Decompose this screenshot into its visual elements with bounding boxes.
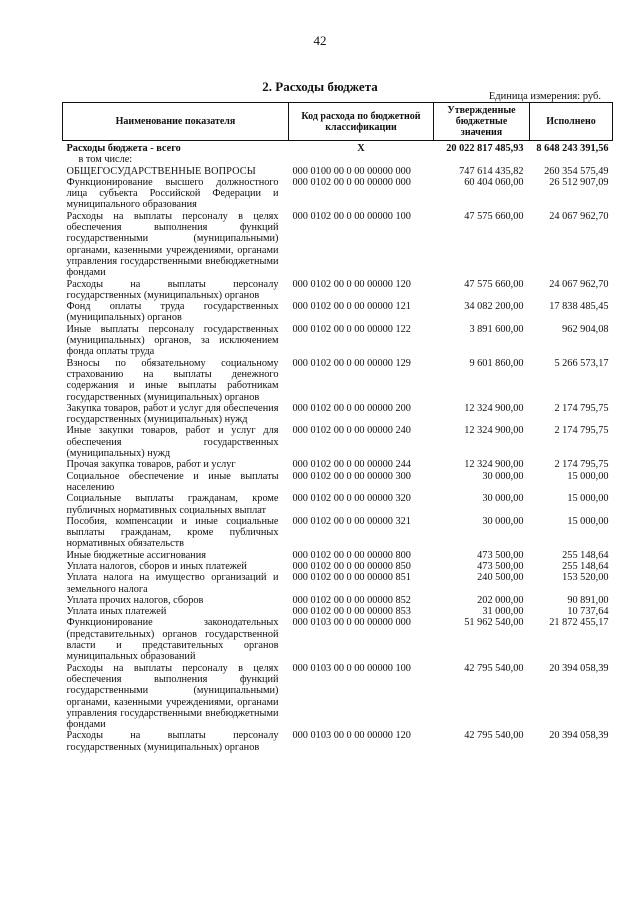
total-row bbox=[63, 141, 613, 155]
row-name: Уплата налога на имущество организаций и земельного налога bbox=[66, 572, 279, 595]
row-code: 000 0102 00 0 00 00000 240 bbox=[292, 425, 411, 437]
row-name: ОБЩЕГОСУДАРСТВЕННЫЕ ВОПРОСЫ bbox=[66, 165, 256, 177]
row-executed: 24 067 962,70 bbox=[549, 210, 609, 222]
row-name: Взносы по обязательному социальному страхованию на выплаты денежного содержания и иные выплаты работникам государственных (муниципальных) органов bbox=[66, 357, 279, 403]
row-approved: 47 575 660,00 bbox=[464, 210, 524, 222]
table-row bbox=[63, 324, 613, 358]
row-name: Уплата налогов, сборов и иных платежей bbox=[66, 560, 247, 572]
row-code: 000 0102 00 0 00 00000 850 bbox=[292, 560, 411, 572]
row-approved: 12 324 900,00 bbox=[464, 459, 524, 471]
row-approved: 60 404 060,00 bbox=[464, 176, 524, 188]
table-row bbox=[63, 301, 613, 324]
table-row bbox=[63, 595, 613, 606]
row-approved: 3 891 600,00 bbox=[469, 323, 524, 335]
row-approved: 240 500,00 bbox=[477, 572, 524, 584]
row-executed: 10 737,64 bbox=[567, 606, 609, 618]
row-code: 000 0102 00 0 00 00000 800 bbox=[292, 549, 411, 561]
header-approved: Утвержденные бюджетные значения bbox=[434, 103, 530, 141]
row-name: Социальное обеспечение и иные выплаты населению bbox=[66, 470, 279, 493]
table-row bbox=[63, 471, 613, 494]
row-approved: 12 324 900,00 bbox=[464, 425, 524, 437]
row-executed: 2 174 795,75 bbox=[554, 459, 609, 471]
row-name: Уплата прочих налогов, сборов bbox=[66, 594, 204, 606]
row-name: Социальные выплаты гражданам, кроме публичных нормативных социальных выплат bbox=[66, 493, 279, 516]
header-name: Наименование показателя bbox=[63, 103, 289, 141]
row-code: 000 0102 00 0 00 00000 129 bbox=[292, 357, 411, 369]
row-code: 000 0100 00 0 00 00000 000 bbox=[292, 165, 411, 177]
table-row bbox=[63, 663, 613, 731]
row-executed: 962 904,08 bbox=[562, 323, 609, 335]
table-row bbox=[63, 211, 613, 279]
table-row bbox=[63, 606, 613, 617]
table-row bbox=[63, 358, 613, 403]
row-approved: 202 000,00 bbox=[477, 594, 524, 606]
row-code: 000 0102 00 0 00 00000 000 bbox=[292, 176, 411, 188]
row-code: 000 0102 00 0 00 00000 100 bbox=[292, 210, 411, 222]
row-name: Иные бюджетные ассигнования bbox=[66, 549, 206, 561]
row-executed: 255 148,64 bbox=[562, 549, 609, 561]
row-approved: 12 324 900,00 bbox=[464, 402, 524, 414]
total-name: Расходы бюджета - всего bbox=[66, 143, 181, 154]
row-code: 000 0102 00 0 00 00000 244 bbox=[292, 459, 411, 471]
row-code: 000 0103 00 0 00 00000 100 bbox=[292, 662, 411, 674]
row-code: 000 0102 00 0 00 00000 200 bbox=[292, 402, 411, 414]
row-name: Функционирование законодательных (представительных) органов государственной власти и представительных органов муниципальных образований bbox=[66, 617, 279, 663]
row-code: 000 0102 00 0 00 00000 321 bbox=[292, 515, 411, 527]
including-row bbox=[63, 154, 613, 165]
row-executed: 15 000,00 bbox=[567, 515, 609, 527]
row-name: Расходы на выплаты персоналу в целях обеспечения выполнения функций государственными (муниципальными) органами, казенными учреждениями, органами управления государственными внебюджетными фондами bbox=[66, 210, 279, 279]
row-executed: 255 148,64 bbox=[562, 560, 609, 572]
expenses-table bbox=[62, 102, 613, 753]
total-approved: 20 022 817 485,93 bbox=[446, 143, 524, 154]
row-name: Иные закупки товаров, работ и услуг для обеспечения государственных (муниципальных) нужд bbox=[66, 425, 279, 460]
row-code: 000 0102 00 0 00 00000 851 bbox=[292, 572, 411, 584]
row-executed: 90 891,00 bbox=[567, 594, 609, 606]
row-executed: 2 174 795,75 bbox=[554, 402, 609, 414]
row-name: Пособия, компенсации и иные социальные выплаты гражданам, кроме публичных нормативных обязательств bbox=[66, 515, 279, 550]
row-approved: 42 795 540,00 bbox=[464, 662, 524, 674]
row-executed: 5 266 573,17 bbox=[554, 357, 609, 369]
row-approved: 47 575 660,00 bbox=[464, 278, 524, 290]
row-approved: 30 000,00 bbox=[482, 470, 524, 482]
row-code: 000 0102 00 0 00 00000 120 bbox=[292, 278, 411, 290]
row-executed: 153 520,00 bbox=[562, 572, 609, 584]
table-row bbox=[63, 730, 613, 753]
table-row bbox=[63, 561, 613, 572]
row-code: 000 0102 00 0 00 00000 320 bbox=[292, 493, 411, 505]
row-executed: 15 000,00 bbox=[567, 470, 609, 482]
table-row bbox=[63, 425, 613, 459]
row-name: Закупка товаров, работ и услуг для обеспечения государственных (муниципальных) нужд bbox=[66, 402, 279, 426]
page-number: 42 bbox=[313, 33, 327, 48]
header-code: Код расхода по бюджетной классификации bbox=[289, 103, 434, 141]
row-approved: 51 962 540,00 bbox=[464, 617, 524, 629]
row-executed: 20 394 058,39 bbox=[549, 662, 609, 674]
row-code: 000 0103 00 0 00 00000 000 bbox=[292, 617, 411, 629]
row-approved: 9 601 860,00 bbox=[469, 357, 524, 369]
row-name: Расходы на выплаты персоналу государственных (муниципальных) органов bbox=[66, 278, 279, 301]
units-label: Единица измерения: руб. bbox=[488, 91, 601, 102]
including-label: в том числе: bbox=[78, 154, 133, 166]
row-executed: 15 000,00 bbox=[567, 493, 609, 505]
row-executed: 17 838 485,45 bbox=[549, 301, 609, 313]
table-row bbox=[63, 403, 613, 426]
total-code: Х bbox=[357, 143, 365, 154]
row-code: 000 0103 00 0 00 00000 120 bbox=[292, 730, 411, 742]
row-executed: 260 354 575,49 bbox=[544, 165, 609, 177]
table-row bbox=[63, 177, 613, 211]
row-executed: 2 174 795,75 bbox=[554, 425, 609, 437]
row-code: 000 0102 00 0 00 00000 300 bbox=[292, 470, 411, 482]
total-executed: 8 648 243 391,56 bbox=[536, 143, 609, 154]
row-executed: 20 394 058,39 bbox=[549, 730, 609, 742]
table-row bbox=[63, 550, 613, 561]
row-approved: 34 082 200,00 bbox=[464, 301, 524, 313]
row-approved: 31 000,00 bbox=[482, 606, 524, 618]
row-name: Фонд оплаты труда государственных (муниципальных) органов bbox=[66, 301, 279, 324]
table-row bbox=[63, 279, 613, 302]
table-row bbox=[63, 459, 613, 470]
table-row bbox=[63, 617, 613, 662]
row-name: Прочая закупка товаров, работ и услуг bbox=[66, 459, 236, 471]
row-approved: 747 614 435,82 bbox=[459, 165, 524, 177]
header-executed: Исполнено bbox=[530, 103, 613, 141]
row-approved: 42 795 540,00 bbox=[464, 730, 524, 742]
row-name: Расходы на выплаты персоналу государственных (муниципальных) органов bbox=[66, 730, 279, 753]
row-executed: 26 512 907,09 bbox=[549, 176, 609, 188]
row-code: 000 0102 00 0 00 00000 853 bbox=[292, 606, 411, 618]
row-approved: 30 000,00 bbox=[482, 515, 524, 527]
row-executed: 21 872 455,17 bbox=[549, 617, 609, 629]
row-approved: 30 000,00 bbox=[482, 493, 524, 505]
row-name: Функционирование высшего должностного лица субъекта Российской Федерации и муниципального образования bbox=[66, 176, 279, 211]
row-approved: 473 500,00 bbox=[477, 560, 524, 572]
table-row bbox=[63, 493, 613, 516]
row-code: 000 0102 00 0 00 00000 852 bbox=[292, 594, 411, 606]
row-name: Расходы на выплаты персоналу в целях обеспечения выполнения функций государственными (муниципальными) органами, казенными учреждениями, органами управления государственными внебюджетными фондами bbox=[66, 662, 279, 731]
row-code: 000 0102 00 0 00 00000 122 bbox=[292, 323, 411, 335]
row-approved: 473 500,00 bbox=[477, 549, 524, 561]
row-code: 000 0102 00 0 00 00000 121 bbox=[292, 301, 411, 313]
row-name: Уплата иных платежей bbox=[66, 606, 167, 618]
section-title: 2. Расходы бюджета bbox=[262, 79, 378, 94]
table-header-row bbox=[63, 103, 613, 141]
table-row bbox=[63, 516, 613, 550]
row-name: Иные выплаты персоналу государственных (муниципальных) органов, за исключением фонда оплаты труда bbox=[66, 323, 279, 358]
row-executed: 24 067 962,70 bbox=[549, 278, 609, 290]
table-row bbox=[63, 166, 613, 177]
table-row bbox=[63, 572, 613, 595]
